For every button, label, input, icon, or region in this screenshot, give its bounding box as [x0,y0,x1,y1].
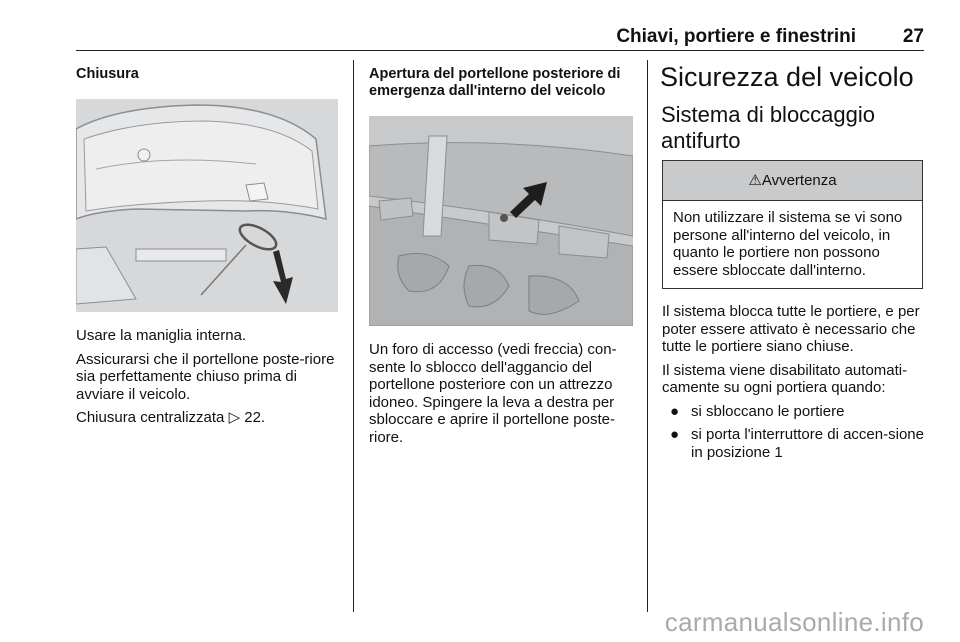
paragraph: Il sistema viene disabilitato automati-camente su ogni portiera quando: [662,361,908,396]
list-item: ● si porta l'interruttore di accen-sione in posizione 1 [670,426,924,461]
column-vehicle-security [662,60,924,467]
watermark: carmanualsonline.info [664,607,924,637]
paragraph: Usare la maniglia interna. [76,327,247,344]
column-divider [353,60,354,612]
open-tailgate-illustration [76,99,338,312]
section-title: Sicurezza del veicolo [660,62,914,92]
warning-triangle-icon: ⚠ [748,172,762,189]
reference-label: Chiusura centralizzata [76,409,225,426]
tailgate-interior-access-hole-illustration [369,116,633,326]
bullet-icon: ● [670,426,680,443]
header-title: Chiavi, portiere e finestrini [616,26,856,47]
warning-text: Non utilizzare il sistema se vi sono persone all'interno del veicolo, in quanto le portiere non possono essere sbloccate dall'interno. [673,209,903,279]
section-heading: Chiusura [76,66,139,82]
list-item: ● si sbloccano le portiere [670,402,845,420]
paragraph: Assicurarsi che il portellone poste-riore sia perfettamente chiuso prima di avviare il veicolo. [76,350,335,403]
bullet-icon: ● [670,402,680,420]
warning-title: Avvertenza [761,172,837,189]
bullet-list [662,403,924,462]
page-reference-arrow-icon: ▷ [228,409,241,426]
page-number: 27 [902,26,924,47]
warning-box [662,160,923,289]
column-divider [647,60,648,612]
page-header [76,0,924,51]
paragraph: Un foro di accesso (vedi freccia) con-sente lo sblocco dell'aggancio del portellone posteriore con un attrezzo idoneo. Spingere la leva a destra per sbloccare e aprire il portellone poste-riore. [369,341,617,446]
reference-page: 22. [244,409,266,426]
paragraph: Il sistema blocca tutte le portiere, e per poter essere attivato è necessario che tutte le portiere siano chiuse. [662,303,920,355]
paragraph-reference [76,409,338,427]
warning-header [663,161,922,201]
subsection-title: Sistema di bloccaggio antifurto [661,102,876,153]
column-chiusura [76,60,338,433]
section-heading: Apertura del portellone posteriore di emergenza dall'interno del veicolo [369,66,621,99]
column-emergency-opening [369,60,633,452]
